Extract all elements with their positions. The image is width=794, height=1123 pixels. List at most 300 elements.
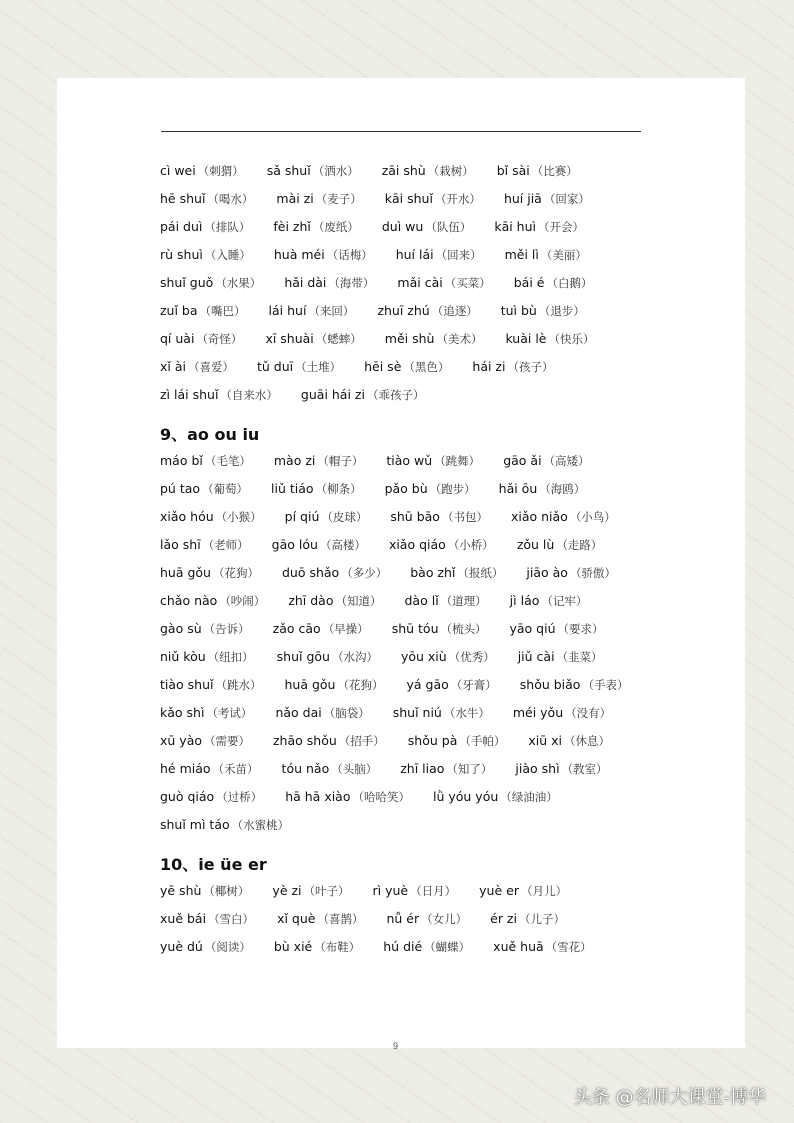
chinese-word: （手帕） bbox=[459, 734, 506, 748]
pinyin: sǎ shuǐ bbox=[266, 163, 311, 178]
word-item bbox=[285, 677, 384, 693]
chinese-word: （水沟） bbox=[331, 650, 378, 664]
pinyin: xiū xi bbox=[528, 733, 562, 748]
pinyin: liǔ tiáo bbox=[271, 481, 314, 496]
pinyin: xiǎo niǎo bbox=[510, 509, 568, 524]
page-number: 9 bbox=[393, 1041, 399, 1051]
chinese-word: （喝水） bbox=[207, 192, 254, 206]
word-row bbox=[160, 727, 720, 755]
chinese-word: （队伍） bbox=[425, 220, 472, 234]
word-item bbox=[490, 911, 565, 927]
word-item bbox=[510, 593, 588, 609]
pinyin: hái zi bbox=[472, 359, 506, 374]
word-row bbox=[160, 353, 720, 381]
word-item bbox=[528, 733, 610, 749]
word-item bbox=[392, 621, 487, 637]
pinyin: rì yuè bbox=[372, 883, 409, 898]
pinyin: xuě bái bbox=[160, 911, 207, 926]
word-item bbox=[408, 733, 506, 749]
chinese-word: （花狗） bbox=[212, 566, 259, 580]
word-item bbox=[273, 621, 369, 637]
word-item bbox=[396, 247, 482, 263]
chinese-word: （禾苗） bbox=[212, 762, 259, 776]
chinese-word: （雪花） bbox=[545, 940, 592, 954]
chinese-word: （雪白） bbox=[208, 912, 255, 926]
pinyin: kǎo shì bbox=[160, 705, 205, 720]
pinyin: chǎo nào bbox=[160, 593, 218, 608]
word-item bbox=[517, 537, 603, 553]
pinyin: jiāo ào bbox=[526, 565, 568, 580]
pinyin: tǔ duī bbox=[256, 359, 294, 374]
pinyin: rù shuì bbox=[160, 247, 203, 262]
pinyin: lǎo shī bbox=[160, 537, 201, 552]
pinyin: xǐ què bbox=[277, 911, 316, 926]
chinese-word: （头脑） bbox=[331, 762, 378, 776]
word-item bbox=[513, 705, 611, 721]
chinese-word: （纽扣） bbox=[207, 650, 254, 664]
word-row bbox=[160, 811, 720, 839]
word-item bbox=[160, 359, 234, 375]
pinyin: bái é bbox=[513, 275, 545, 290]
pinyin: xuě huā bbox=[493, 939, 544, 954]
document-page bbox=[57, 78, 745, 1051]
chinese-word: （毛笔） bbox=[204, 454, 251, 468]
word-row bbox=[160, 933, 720, 961]
word-row bbox=[160, 755, 720, 783]
chinese-word: （高楼） bbox=[319, 538, 366, 552]
word-item bbox=[386, 911, 467, 927]
pinyin: méi yǒu bbox=[512, 705, 564, 720]
chinese-word: （走路） bbox=[556, 538, 603, 552]
chinese-word: （乖孩子） bbox=[366, 388, 425, 402]
word-row bbox=[160, 531, 720, 559]
pinyin: yá gāo bbox=[406, 677, 449, 692]
chinese-word: （报纸） bbox=[457, 566, 504, 580]
word-item bbox=[267, 163, 359, 179]
word-item bbox=[277, 911, 363, 927]
chinese-word: （过桥） bbox=[216, 790, 263, 804]
pinyin: xī shuài bbox=[265, 331, 314, 346]
word-item bbox=[494, 219, 584, 235]
word-item bbox=[406, 677, 496, 693]
word-item bbox=[160, 247, 251, 263]
word-item bbox=[276, 191, 361, 207]
chinese-word: （刺猬） bbox=[197, 164, 244, 178]
pinyin: hǎi ōu bbox=[498, 481, 538, 496]
chinese-word: （跑步） bbox=[429, 482, 476, 496]
pinyin: zhāo shǒu bbox=[273, 733, 337, 748]
chinese-word: （美术） bbox=[436, 332, 483, 346]
chinese-word: （牙膏） bbox=[450, 678, 497, 692]
chinese-word: （开水） bbox=[434, 192, 481, 206]
top-rule bbox=[161, 131, 641, 132]
pinyin: xū yào bbox=[160, 733, 202, 748]
word-item bbox=[160, 677, 262, 693]
chinese-word: （需要） bbox=[204, 734, 250, 748]
word-item bbox=[160, 761, 259, 777]
chinese-word: （没有） bbox=[565, 706, 612, 720]
pinyin: xiǎo qiáo bbox=[388, 537, 446, 552]
word-item bbox=[282, 565, 387, 581]
chinese-word: （跳舞） bbox=[434, 454, 481, 468]
word-row bbox=[160, 905, 720, 933]
chinese-word: （快乐） bbox=[548, 332, 595, 346]
word-item bbox=[160, 939, 251, 955]
word-row bbox=[160, 671, 720, 699]
word-item bbox=[275, 705, 369, 721]
word-item bbox=[160, 593, 265, 609]
word-item bbox=[160, 817, 289, 833]
chinese-word: （葡萄） bbox=[202, 482, 249, 496]
word-item bbox=[282, 761, 378, 777]
chinese-word: （儿子） bbox=[518, 912, 565, 926]
word-item bbox=[383, 939, 470, 955]
chinese-word: （退步） bbox=[538, 304, 585, 318]
chinese-word: （小桥） bbox=[447, 538, 494, 552]
chinese-word: （早操） bbox=[322, 622, 369, 636]
chinese-word: （入睡） bbox=[204, 248, 251, 262]
chinese-word: （海带） bbox=[328, 276, 375, 290]
chinese-word: （嘴巴） bbox=[199, 304, 246, 318]
word-item bbox=[274, 247, 373, 263]
pinyin: hé miáo bbox=[160, 761, 211, 776]
pinyin: niǔ kòu bbox=[160, 649, 206, 664]
word-item bbox=[382, 163, 474, 179]
word-row bbox=[160, 643, 720, 671]
section-9-heading: 9、ao ou iu bbox=[160, 424, 260, 444]
chinese-word: （布鞋） bbox=[314, 940, 361, 954]
chinese-word: （要求） bbox=[557, 622, 604, 636]
pinyin: nǚ ér bbox=[386, 911, 420, 926]
pinyin: huā gǒu bbox=[160, 565, 211, 580]
chinese-word: （月儿） bbox=[520, 884, 567, 898]
pinyin: máo bǐ bbox=[160, 453, 203, 468]
word-item bbox=[160, 303, 246, 319]
word-item bbox=[520, 677, 629, 693]
pinyin: bào zhǐ bbox=[410, 565, 456, 580]
chinese-word: （骄傲） bbox=[569, 566, 616, 580]
pinyin: hē shuǐ bbox=[160, 191, 206, 206]
pinyin: kuài lè bbox=[505, 331, 547, 346]
word-item bbox=[364, 359, 449, 375]
pinyin: yāo qiú bbox=[509, 621, 556, 636]
chinese-word: （麦子） bbox=[315, 192, 362, 206]
word-item bbox=[377, 303, 477, 319]
word-item bbox=[501, 303, 585, 319]
chinese-word: （美丽） bbox=[540, 248, 587, 262]
word-item bbox=[160, 565, 259, 581]
pinyin: měi shù bbox=[384, 331, 435, 346]
pinyin: mào zi bbox=[273, 453, 316, 468]
word-item bbox=[160, 911, 254, 927]
chinese-word: （花狗） bbox=[337, 678, 384, 692]
word-row bbox=[160, 475, 720, 503]
word-row bbox=[160, 503, 720, 531]
word-row bbox=[160, 699, 720, 727]
pinyin: tiào wǔ bbox=[386, 453, 433, 468]
word-item bbox=[479, 883, 567, 899]
chinese-word: （椰树） bbox=[203, 884, 250, 898]
word-item bbox=[504, 191, 590, 207]
chinese-word: （来回） bbox=[308, 304, 355, 318]
pinyin: pǎo bù bbox=[384, 481, 428, 496]
word-item bbox=[510, 621, 604, 637]
word-item bbox=[433, 789, 558, 805]
word-item bbox=[269, 303, 355, 319]
chinese-word: （手表） bbox=[582, 678, 629, 692]
pinyin: xiǎo hóu bbox=[160, 509, 214, 524]
pinyin: pí qiú bbox=[284, 509, 320, 524]
pinyin: měi lì bbox=[504, 247, 539, 262]
pinyin: bù xié bbox=[273, 939, 313, 954]
word-item bbox=[160, 275, 261, 291]
pinyin: shǒu biǎo bbox=[519, 677, 581, 692]
chinese-word: （记牢） bbox=[541, 594, 588, 608]
word-item bbox=[288, 593, 381, 609]
pinyin: yē shù bbox=[160, 883, 202, 898]
word-item bbox=[526, 565, 616, 581]
pinyin: zuǐ ba bbox=[160, 303, 198, 318]
pinyin: mǎi cài bbox=[397, 275, 443, 290]
word-item bbox=[273, 219, 359, 235]
word-item bbox=[160, 649, 254, 665]
word-item bbox=[385, 331, 483, 347]
pinyin: kāi shuǐ bbox=[384, 191, 433, 206]
chinese-word: （排队） bbox=[204, 220, 251, 234]
chinese-word: （海鸥） bbox=[539, 482, 586, 496]
pinyin: huà méi bbox=[273, 247, 325, 262]
word-item bbox=[160, 219, 250, 235]
chinese-word: （跳水） bbox=[215, 678, 262, 692]
chinese-word: （告诉） bbox=[203, 622, 250, 636]
word-item bbox=[386, 453, 480, 469]
word-item bbox=[284, 275, 374, 291]
word-item bbox=[472, 359, 553, 375]
pinyin: yōu xiù bbox=[400, 649, 447, 664]
chinese-word: （梳头） bbox=[440, 622, 487, 636]
chinese-word: （招手） bbox=[338, 734, 385, 748]
pinyin: shuǐ guǒ bbox=[160, 275, 214, 290]
pinyin: lái huí bbox=[268, 303, 307, 318]
pinyin: zǎo cāo bbox=[272, 621, 321, 636]
pinyin: jì láo bbox=[509, 593, 540, 608]
word-item bbox=[160, 331, 242, 347]
word-item bbox=[274, 939, 360, 955]
pinyin: duì wu bbox=[381, 219, 424, 234]
pinyin: shū tóu bbox=[391, 621, 439, 636]
word-item bbox=[160, 705, 252, 721]
chinese-word: （绿油油） bbox=[500, 790, 558, 804]
word-row bbox=[160, 157, 720, 185]
chinese-word: （书包） bbox=[441, 510, 488, 524]
chinese-word: （追逐） bbox=[431, 304, 478, 318]
chinese-word: （蝴蝶） bbox=[424, 940, 471, 954]
word-item bbox=[285, 789, 410, 805]
word-row bbox=[160, 297, 720, 325]
chinese-word: （孩子） bbox=[507, 360, 554, 374]
chinese-word: （优秀） bbox=[448, 650, 495, 664]
chinese-word: （老师） bbox=[202, 538, 249, 552]
chinese-word: （喜爱） bbox=[187, 360, 234, 374]
word-item bbox=[160, 387, 278, 403]
word-item bbox=[505, 247, 587, 263]
chinese-word: （休息） bbox=[564, 734, 610, 748]
chinese-word: （道理） bbox=[440, 594, 487, 608]
word-item bbox=[385, 191, 481, 207]
pinyin: cì wei bbox=[160, 163, 196, 178]
word-item bbox=[273, 733, 385, 749]
chinese-word: （教室） bbox=[561, 762, 608, 776]
pinyin: huí lái bbox=[395, 247, 434, 262]
chinese-word: （白鹅） bbox=[546, 276, 593, 290]
chinese-word: （开会） bbox=[538, 220, 584, 234]
chinese-word: （多少） bbox=[341, 566, 388, 580]
word-row bbox=[160, 559, 720, 587]
word-item bbox=[160, 163, 244, 179]
word-row bbox=[160, 213, 720, 241]
chinese-word: （自来水） bbox=[220, 388, 278, 402]
word-item bbox=[497, 163, 578, 179]
pinyin: jiào shì bbox=[515, 761, 560, 776]
word-item bbox=[514, 275, 593, 291]
pinyin: zāi shù bbox=[381, 163, 426, 178]
word-item bbox=[160, 191, 253, 207]
pinyin: dào lǐ bbox=[404, 593, 439, 608]
pinyin: tuì bù bbox=[500, 303, 537, 318]
word-item bbox=[160, 789, 262, 805]
section-9-word-list bbox=[160, 447, 720, 839]
pinyin: tiào shuǐ bbox=[160, 677, 214, 692]
chinese-word: （哈哈笑） bbox=[352, 790, 410, 804]
section-10-word-list bbox=[160, 877, 720, 961]
pinyin: huí jiā bbox=[503, 191, 542, 206]
pinyin: yuè er bbox=[479, 883, 519, 898]
word-item bbox=[515, 761, 607, 777]
chinese-word: （废纸） bbox=[312, 220, 359, 234]
chinese-word: （韭菜） bbox=[556, 650, 603, 664]
pinyin: huā gǒu bbox=[284, 677, 336, 692]
chinese-word: （考试） bbox=[206, 706, 253, 720]
chinese-word: （叶子） bbox=[303, 884, 350, 898]
chinese-word: （回来） bbox=[435, 248, 482, 262]
word-item bbox=[390, 509, 488, 525]
word-item bbox=[160, 509, 262, 525]
section-10-heading: 10、ie üe er bbox=[160, 854, 267, 874]
word-item bbox=[499, 481, 586, 497]
chinese-word: （知了） bbox=[446, 762, 493, 776]
pinyin: hēi sè bbox=[364, 359, 402, 374]
word-item bbox=[400, 761, 492, 777]
word-row bbox=[160, 185, 720, 213]
chinese-word: （柳条） bbox=[315, 482, 362, 496]
pinyin: guò qiáo bbox=[160, 789, 215, 804]
pinyin: gāo ǎi bbox=[503, 453, 542, 468]
word-row bbox=[160, 783, 720, 811]
word-row bbox=[160, 269, 720, 297]
word-item bbox=[503, 453, 589, 469]
pinyin: shū bāo bbox=[390, 509, 440, 524]
pinyin: pái duì bbox=[160, 219, 203, 234]
chinese-word: （回家） bbox=[543, 192, 590, 206]
pinyin: bǐ sài bbox=[496, 163, 530, 178]
pinyin: yuè dú bbox=[160, 939, 203, 954]
chinese-word: （栽树） bbox=[427, 164, 474, 178]
pinyin: guāi hái zi bbox=[300, 387, 365, 402]
word-item bbox=[271, 481, 362, 497]
chinese-word: （小鸟） bbox=[569, 510, 616, 524]
word-row bbox=[160, 877, 720, 905]
pinyin: hú dié bbox=[383, 939, 423, 954]
word-item bbox=[274, 453, 364, 469]
pinyin: qí uài bbox=[160, 331, 195, 346]
chinese-word: （知道） bbox=[335, 594, 382, 608]
chinese-word: （洒水） bbox=[312, 164, 359, 178]
pinyin: shuǐ gōu bbox=[276, 649, 330, 664]
chinese-word: （高矮） bbox=[543, 454, 590, 468]
chinese-word: （女儿） bbox=[421, 912, 468, 926]
word-item bbox=[160, 621, 250, 637]
pinyin: zhī liao bbox=[400, 761, 445, 776]
pinyin: gāo lóu bbox=[271, 537, 318, 552]
word-item bbox=[160, 453, 251, 469]
chinese-word: （帽子） bbox=[317, 454, 364, 468]
word-item bbox=[257, 359, 341, 375]
pinyin: zǒu lù bbox=[516, 537, 555, 552]
pinyin: lǜ yóu yóu bbox=[433, 789, 499, 804]
chinese-word: （黑色） bbox=[403, 360, 450, 374]
word-item bbox=[397, 275, 490, 291]
pinyin: shuǐ niú bbox=[392, 705, 442, 720]
pinyin: jiǔ cài bbox=[517, 649, 555, 664]
word-item bbox=[493, 939, 592, 955]
chinese-word: （比赛） bbox=[531, 164, 578, 178]
word-item bbox=[265, 331, 361, 347]
word-item bbox=[518, 649, 603, 665]
word-item bbox=[410, 565, 503, 581]
pinyin: fèi zhǐ bbox=[273, 219, 311, 234]
content bbox=[160, 157, 720, 961]
word-item bbox=[301, 387, 425, 403]
chinese-word: （脑袋） bbox=[323, 706, 370, 720]
word-item bbox=[385, 481, 476, 497]
watermark: 头条 @名师大课堂-博华 bbox=[573, 1087, 766, 1108]
chinese-word: （蟋蟀） bbox=[315, 332, 362, 346]
chinese-word: （小猴） bbox=[215, 510, 262, 524]
word-item bbox=[285, 509, 368, 525]
pinyin: zhuī zhú bbox=[377, 303, 430, 318]
pinyin: pú tao bbox=[160, 481, 201, 496]
word-item bbox=[277, 649, 378, 665]
word-row bbox=[160, 381, 720, 409]
pinyin: tóu nǎo bbox=[281, 761, 330, 776]
word-row bbox=[160, 587, 720, 615]
chinese-word: （水牛） bbox=[443, 706, 490, 720]
word-row bbox=[160, 241, 720, 269]
chinese-word: （买菜） bbox=[444, 276, 491, 290]
pinyin: ér zi bbox=[490, 911, 517, 926]
word-item bbox=[389, 537, 494, 553]
word-item bbox=[511, 509, 616, 525]
section-8-word-list bbox=[160, 157, 720, 409]
word-item bbox=[505, 331, 594, 347]
pinyin: hǎi dài bbox=[284, 275, 327, 290]
word-item bbox=[160, 883, 249, 899]
chinese-word: （阅读） bbox=[204, 940, 251, 954]
word-item bbox=[373, 883, 457, 899]
word-item bbox=[405, 593, 487, 609]
chinese-word: （奇怪） bbox=[196, 332, 243, 346]
pinyin: gào sù bbox=[160, 621, 202, 636]
